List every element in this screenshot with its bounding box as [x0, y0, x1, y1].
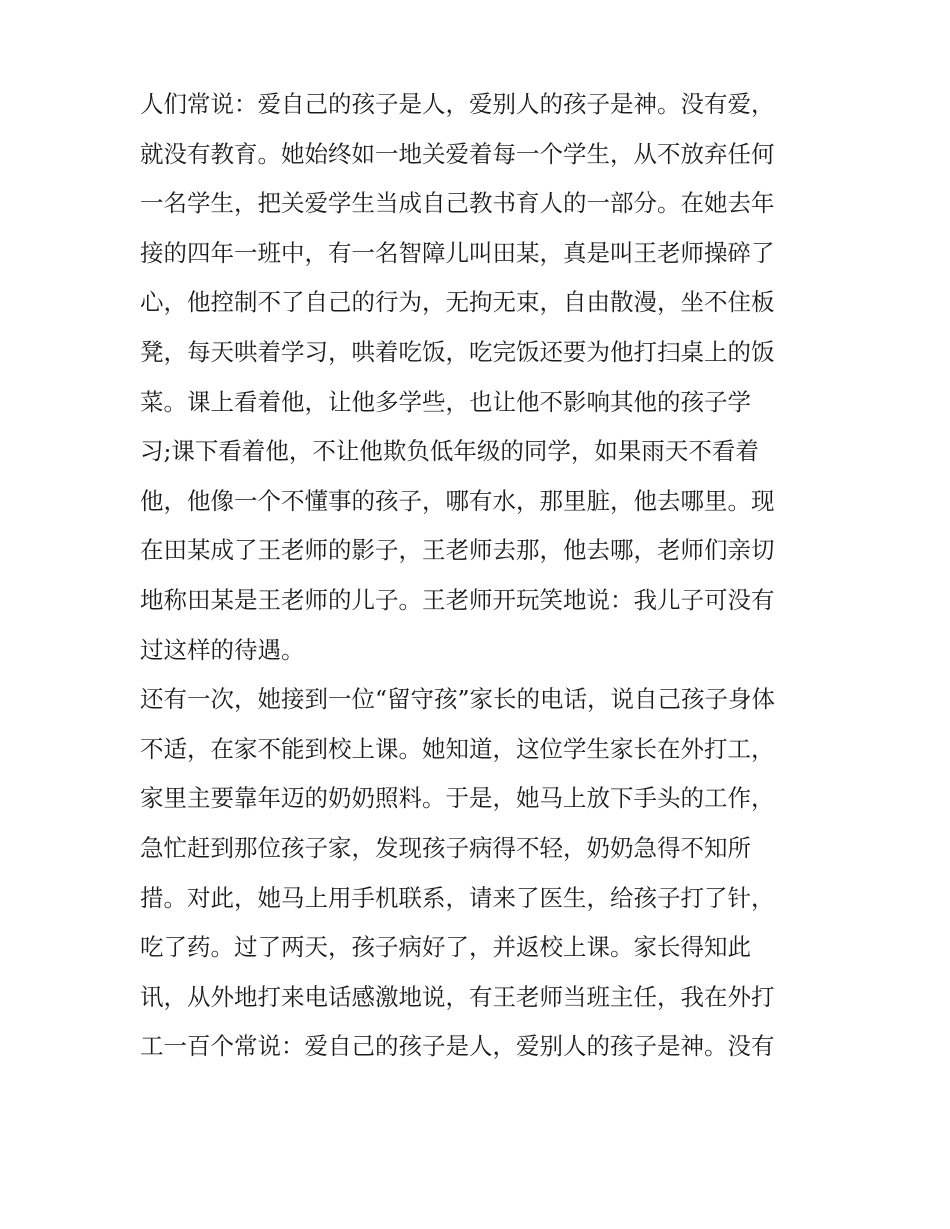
text-line: 就没有教育。她始终如一地关爱着每一个学生，从不放弃任何: [140, 139, 775, 168]
body-text: [140, 80, 820, 1072]
text-line: 过这样的待遇。: [140, 635, 305, 664]
text-line: 家里主要靠年迈的奶奶照料。于是，她马上放下手头的工作，: [140, 784, 775, 813]
text-line: 接的四年一班中，有一名智障儿叫田某，真是叫王老师操碎了: [140, 238, 775, 267]
text-line: 人们常说：爱自己的孩子是人，爱别人的孩子是神。没有爱，: [140, 90, 775, 118]
text-line: 急忙赶到那位孩子家，发现孩子病得不轻，奶奶急得不知所: [140, 833, 751, 862]
text-line: 吃了药。过了两天，孩子病好了，并返校上课。家长得知此: [140, 933, 751, 962]
text-line: 心，他控制不了自己的行为，无拘无束，自由散漫，坐不住板: [140, 288, 775, 317]
text-line: 在田某成了王老师的影子，王老师去那，他去哪，老师们亲切: [140, 536, 775, 565]
text-line: 地称田某是王老师的儿子。王老师开玩笑地说：我儿子可没有: [140, 585, 775, 614]
text-line: 措。对此，她马上用手机联系，请来了医生，给孩子打了针，: [140, 883, 775, 912]
text-line: 工一百个常说：爱自己的孩子是人，爱别人的孩子是神。没有: [140, 1032, 775, 1061]
text-line: 还有一次，她接到一位“留守孩”家长的电话，说自己孩子身体: [140, 685, 776, 714]
text-line: 菜。课上看着他，让他多学些，也让他不影响其他的孩子学: [140, 387, 751, 416]
text-line: 讯，从外地打来电话感激地说，有王老师当班主任，我在外打: [140, 982, 775, 1011]
text-line: 凳，每天哄着学习，哄着吃饭，吃完饭还要为他打扫桌上的饭: [140, 337, 775, 366]
text-line: 不适，在家不能到校上课。她知道，这位学生家长在外打工，: [140, 734, 775, 763]
text-line: 一名学生，把关爱学生当成自己教书育人的一部分。在她去年: [140, 189, 775, 218]
text-line: 习;课下看着他，不让他欺负低年级的同学，如果雨天不看着: [140, 437, 759, 466]
paragraph-1: [140, 80, 820, 675]
paragraph-2: [140, 675, 820, 1072]
text-line: 他，他像一个不懂事的孩子，哪有水，那里脏，他去哪里。现: [140, 486, 775, 515]
